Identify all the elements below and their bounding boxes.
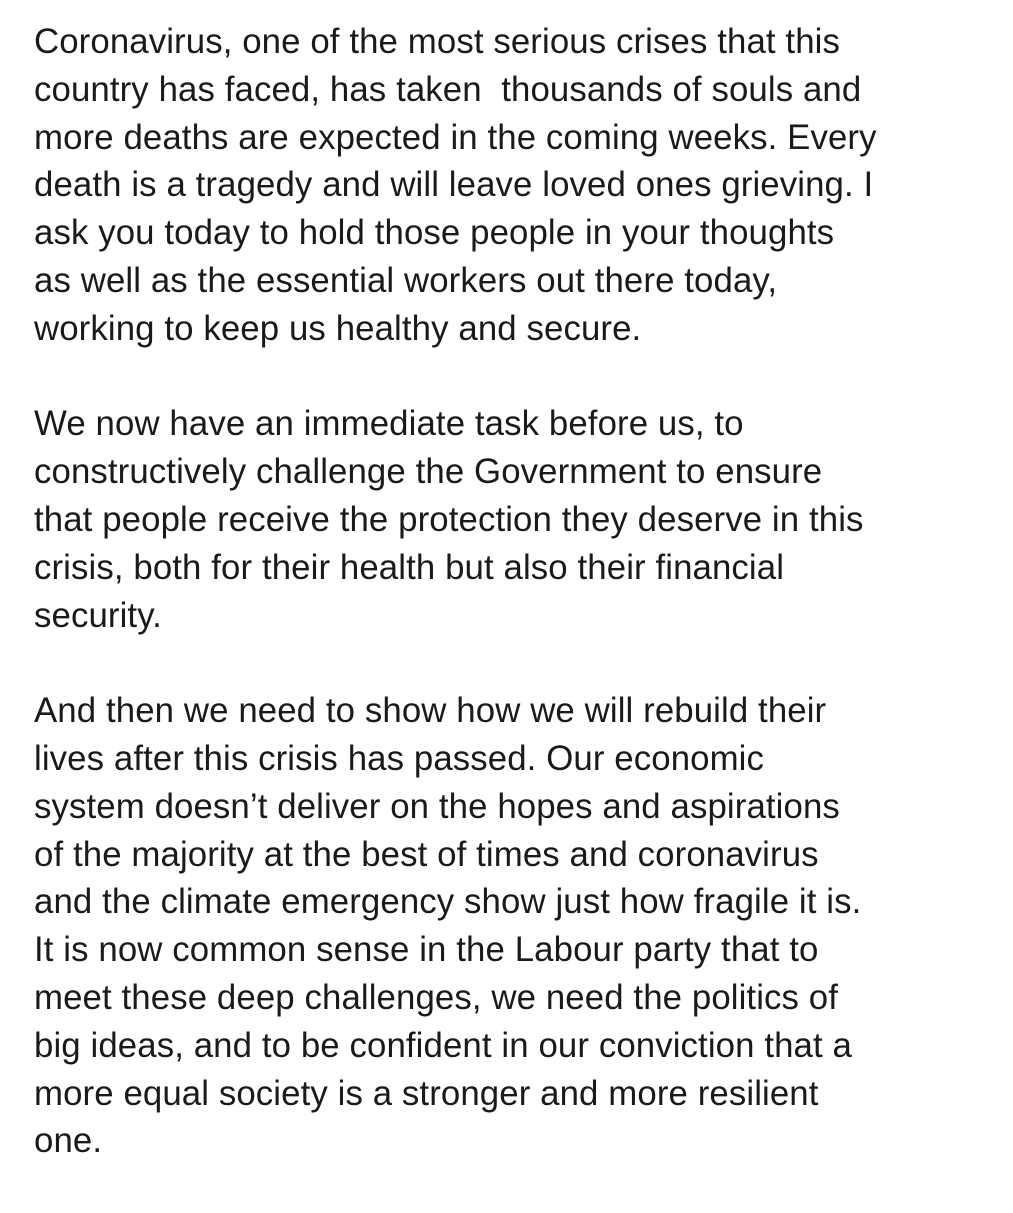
text-line: as well as the essential workers out there today,: [34, 260, 778, 300]
text-line: big ideas, and to be confident in our conviction that a: [34, 1025, 852, 1065]
text-line: more deaths are expected in the coming weeks. Every: [34, 117, 877, 157]
text-line: constructively challenge the Government to ensure: [34, 452, 823, 492]
paragraph: [34, 18, 984, 353]
text-line: of the majority at the best of times and coronavirus: [34, 834, 819, 874]
statement-text: [34, 18, 984, 1213]
text-line: We now have an immediate task before us, to: [34, 404, 744, 444]
paragraph: [34, 687, 984, 1165]
text-line: working to keep us healthy and secure.: [34, 308, 642, 348]
text-line: lives after this crisis has passed. Our economic: [34, 738, 765, 778]
text-line: that people receive the protection they deserve in this: [34, 499, 864, 539]
text-line: Coronavirus, one of the most serious crises that this: [34, 22, 840, 61]
paragraph: [34, 400, 984, 639]
text-line: and the climate emergency show just how fragile it is.: [34, 882, 862, 922]
text-line: ask you today to hold those people in your thoughts: [34, 213, 835, 253]
text-line: crisis, both for their health but also their financial: [34, 547, 785, 587]
text-line: country has faced, has taken thousands of souls and: [34, 69, 862, 109]
text-line: system doesn’t deliver on the hopes and aspirations: [34, 786, 840, 826]
text-line: security.: [34, 595, 162, 635]
text-line: one.: [34, 1121, 103, 1161]
text-line: more equal society is a stronger and more resilient: [34, 1073, 819, 1113]
text-line: meet these deep challenges, we need the politics of: [34, 977, 839, 1017]
text-line: death is a tragedy and will leave loved ones grieving. I: [34, 165, 874, 205]
text-line: It is now common sense in the Labour party that to: [34, 930, 819, 970]
text-line: And then we need to show how we will rebuild their: [34, 691, 827, 731]
